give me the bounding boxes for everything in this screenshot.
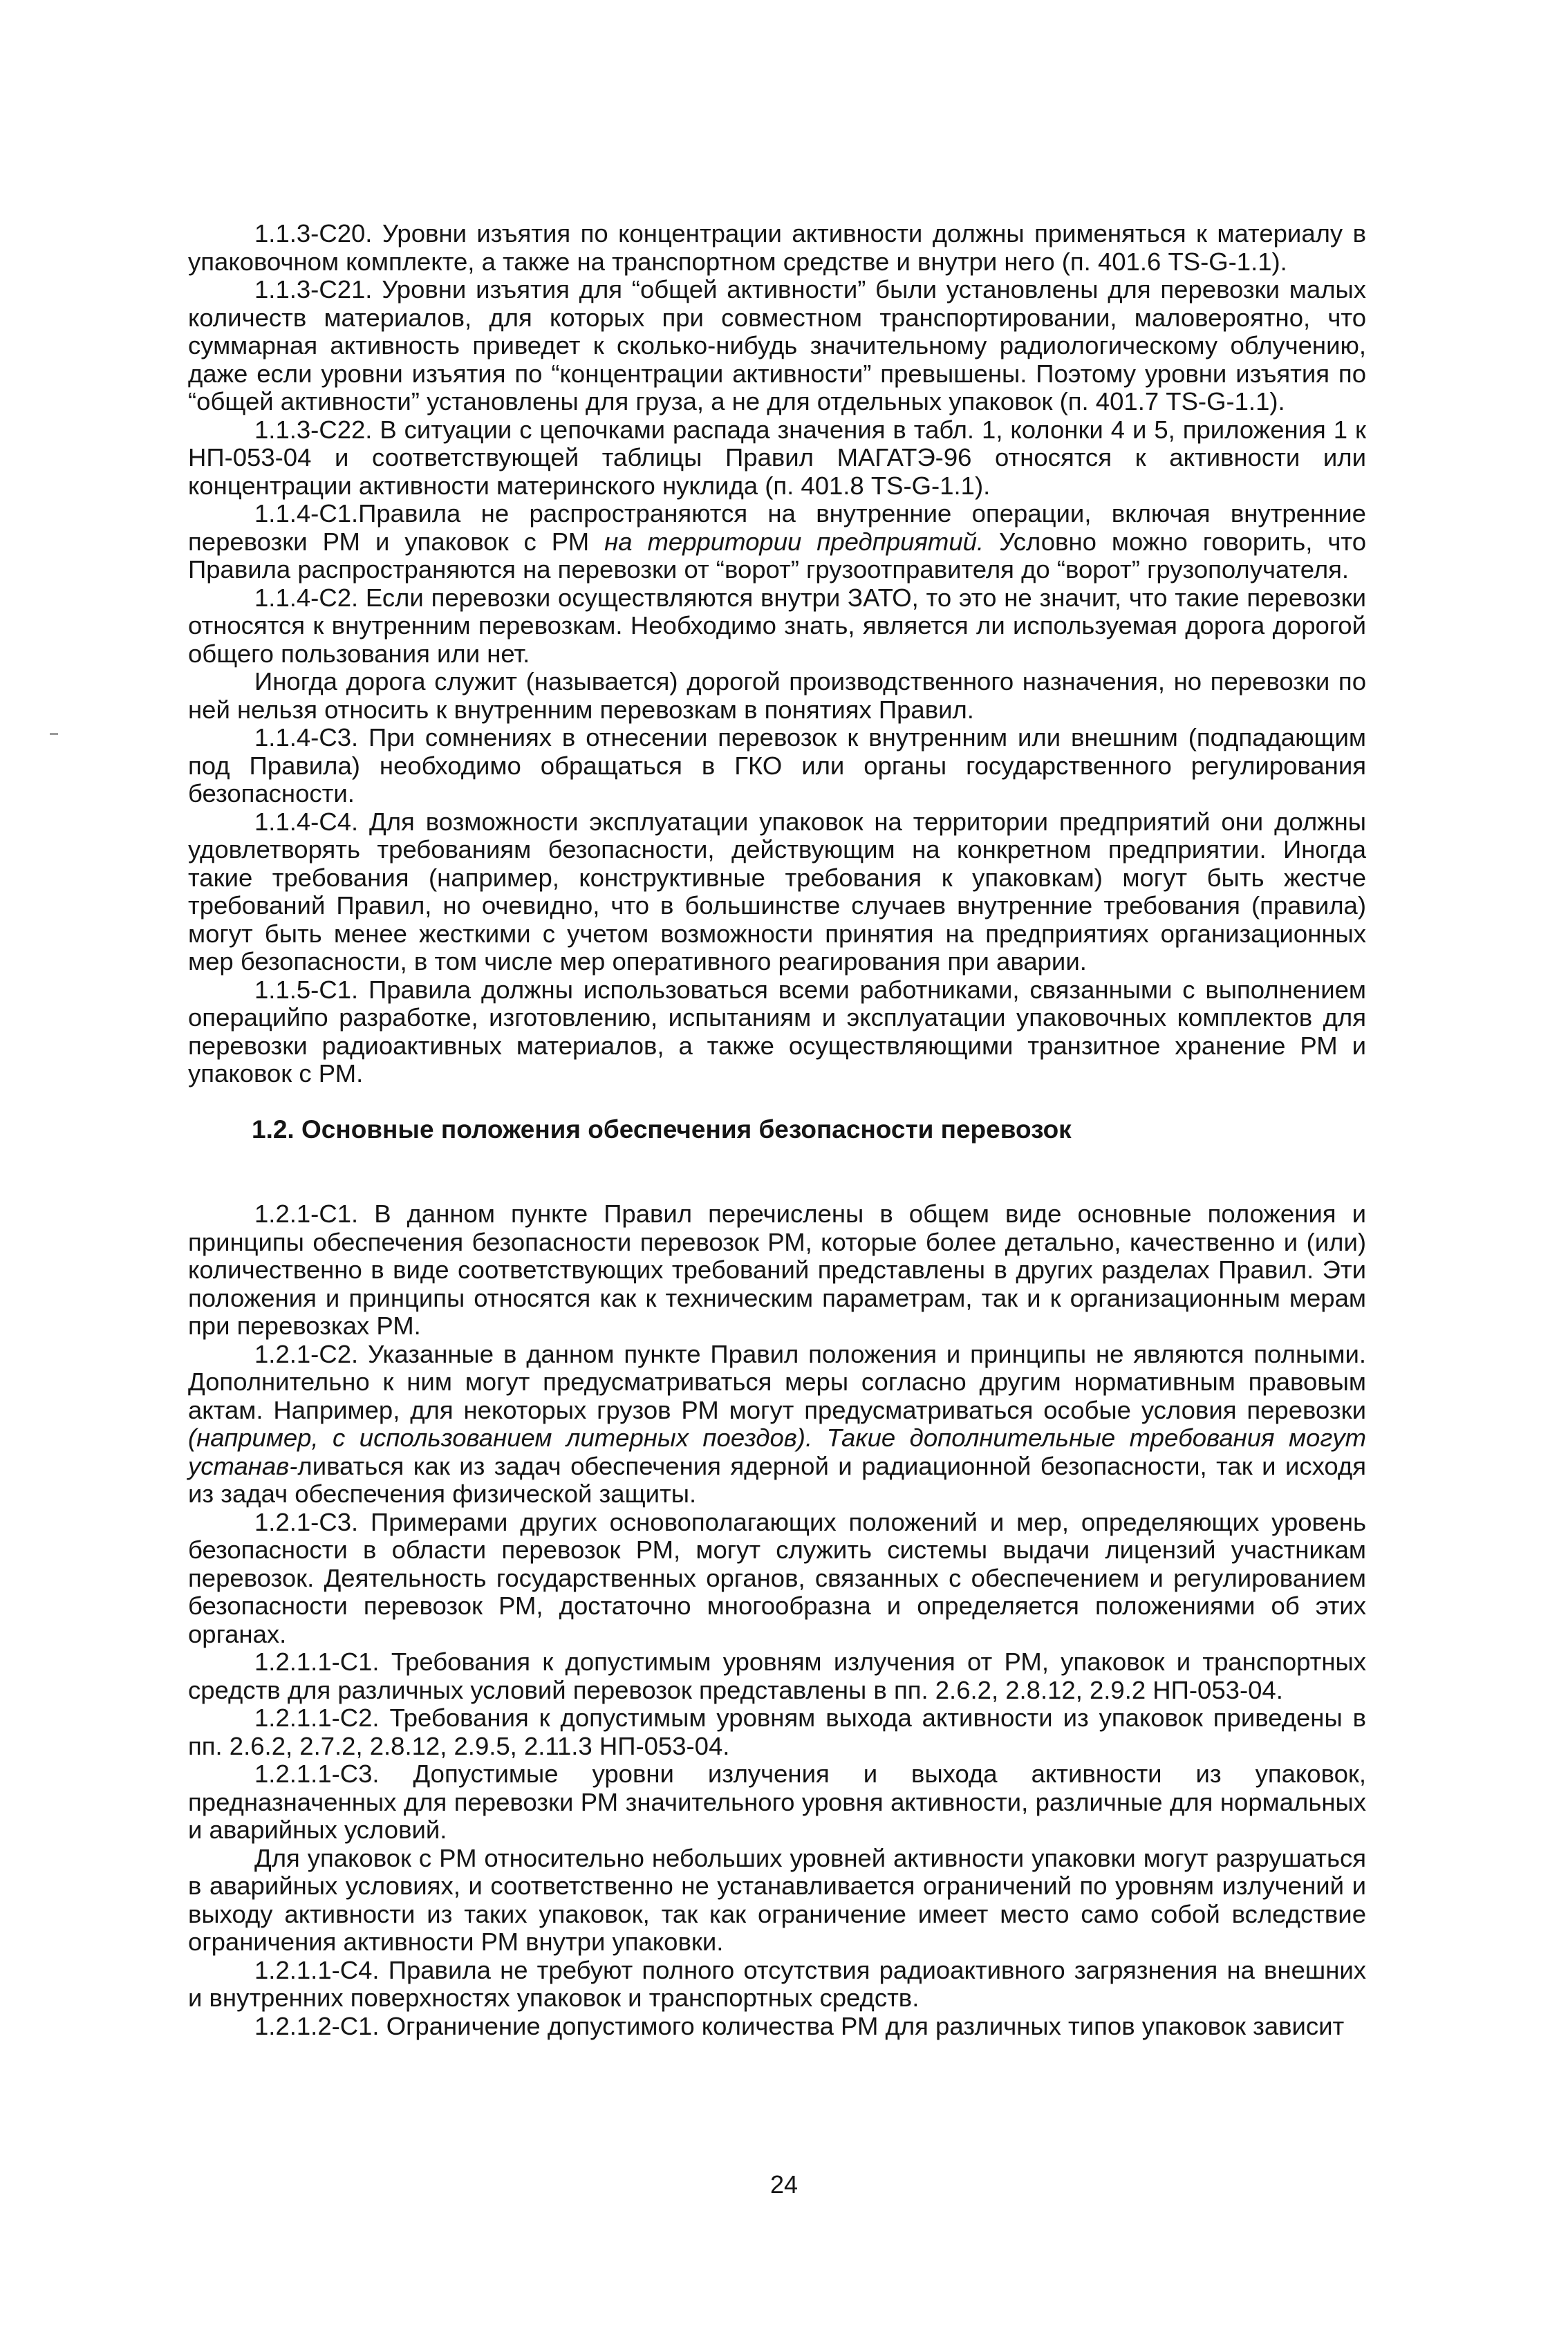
paragraph-1-1-4-c2: 1.1.4-С2. Если перевозки осуществляются внутри ЗАТО, то это не значит, что такие перевозки относятся к внутренним перевозкам. Необходимо знать, является ли используемая дорога дорогой общего пользования или нет. xyxy=(188,583,1366,668)
paragraph-1-1-3-c21: 1.1.3-С21. Уровни изъятия для “общей активности” были установлены для перевозки малых количеств материалов, для которых при совместном транспортировании, маловероятно, что суммарная активность приведет к сколько-нибудь значительному радиологическому облучению, даже если уровни изъятия по “концентрации активности” превышены. Поэтому уровни изъятия по “общей активности” установлены для груза, а не для отдельных упаковок (п. 401.7 TS-G-1.1). xyxy=(188,275,1366,416)
page-number: 24 xyxy=(769,2170,799,2199)
body-text xyxy=(188,220,1366,2040)
paragraph-1-2-1-c1: 1.2.1-С1. В данном пункте Правил перечислены в общем виде основные положения и принципы обеспечения безопасности перевозок РМ, которые более детально, качественно и (или) количественно в виде соответствующих требований представлены в других разделах Правил. Эти положения и принципы относятся как к техническим параметрам, так и к организационным мерам при перевозках РМ. xyxy=(188,1200,1366,1340)
paragraph-road-note: Иногда дорога служит (называется) дорогой производственного назначения, но перевозки по ней нельзя относить к внутренним перевозкам в понятиях Правил. xyxy=(188,667,1366,724)
paragraph-text: ливаться как из задач обеспечения ядерной и радиационной безопасности, так и исходя из задач обеспечения физической защиты. xyxy=(188,1451,1366,1508)
paragraph-1-1-3-c20: 1.1.3-С20. Уровни изъятия по концентрации активности должны применяться к материалу в упаковочном комплекте, а также на транспортном средстве и внутри него (п. 401.6 TS-G-1.1). xyxy=(188,219,1366,276)
paragraph-text: 1.1.4-С1.Правила не распространяются на внутренние операции, включая внутренние перевозки РМ и упаковок с РМ xyxy=(188,499,1366,556)
paragraph-1-1-3-c22: 1.1.3-С22. В ситуации с цепочками распада значения в табл. 1, колонки 4 и 5, приложения 1 к НП-053-04 и соответствующей таблицы Правил МАГАТЭ-96 относятся к активности или концентрации активности материнского нуклида (п. 401.8 TS-G-1.1). xyxy=(188,415,1366,500)
paragraph-1-1-4-c1 xyxy=(188,500,1366,584)
italic-phrase: (например, с использованием литерных поездов). Такие дополнительные требования могут устанав- xyxy=(188,1424,1366,1480)
paragraph-1-2-1-1-c1: 1.2.1.1-С1. Требования к допустимым уровням излучения от РМ, упаковок и транспортных средств для различных условий перевозок представлены в пп. 2.6.2, 2.8.12, 2.9.2 НП-053-04. xyxy=(188,1648,1366,1704)
paragraph-1-1-4-c4: 1.1.4-С4. Для возможности эксплуатации упаковок на территории предприятий они должны удовлетворять требованиям безопасности, действующим на конкретном предприятии. Иногда такие требования (например, конструктивные требования к упаковкам) могут быть жестче требований Правил, но очевидно, что в большинстве случаев внутренние требования (правила) могут быть менее жесткими с учетом возможности принятия на предприятиях организационных мер безопасности, в том числе мер оперативного реагирования при аварии. xyxy=(188,807,1366,976)
paragraph-small-activity-packages: Для упаковок с РМ относительно небольших уровней активности упаковки могут разрушаться в аварийных условиях, и соответственно не устанавливается ограничений по уровням излучений и выходу активности из таких упаковок, так как ограничение имеет место само собой вследствие ограничения активности РМ внутри упаковки. xyxy=(188,1843,1366,1956)
paragraph-text: Условно можно говорить, что Правила распространяются на перевозки от “ворот” грузоотправителя до “ворот” грузополучателя. xyxy=(188,527,1366,584)
section-heading: 1.2. Основные положения обеспечения безопасности перевозок xyxy=(252,1114,1072,1144)
paragraph-1-2-1-1-c3: 1.2.1.1-С3. Допустимые уровни излучения и выхода активности из упаковок, предназначенных для перевозки РМ значительного уровня активности, различные для нормальных и аварийных условий. xyxy=(188,1760,1366,1844)
paragraph-1-2-1-1-c2: 1.2.1.1-С2. Требования к допустимым уровням выхода активности из упаковок приведены в пп. 2.6.2, 2.7.2, 2.8.12, 2.9.5, 2.11.3 НП-053-04. xyxy=(188,1704,1366,1760)
paragraph-1-2-1-c3: 1.2.1-С3. Примерами других основополагающих положений и мер, определяющих уровень безопасности в области перевозок РМ, могут служить системы выдачи лицензий участникам перевозок. Деятельность государственных органов, связанных с обеспечением и регулированием безопасности перевозок РМ, достаточно многообразна и определяется положениями об этих органах. xyxy=(188,1507,1366,1648)
paragraph-1-1-5-c1: 1.1.5-С1. Правила должны использоваться всеми работниками, связанными с выполнением операцийпо разработке, изготовлению, испытаниям и эксплуатации упаковочных комплектов для перевозки радиоактивных материалов, а также осуществляющими транзитное хранение РМ и упаковок с РМ. xyxy=(188,975,1366,1088)
paragraph-1-2-1-1-c4: 1.2.1.1-С4. Правила не требуют полного отсутствия радиоактивного загрязнения на внешних и внутренних поверхностях упаковок и транспортных средств. xyxy=(188,1955,1366,2012)
scan-artifact-mark xyxy=(50,733,58,735)
italic-phrase: на территории предприятий. xyxy=(604,527,984,556)
paragraph-1-2-1-c2 xyxy=(188,1341,1366,1509)
paragraph-1-2-1-2-c1: 1.2.1.2-С1. Ограничение допустимого количества РМ для различных типов упаковок зависит xyxy=(254,2011,1345,2040)
paragraph-1-1-4-c3: 1.1.4-С3. При сомнениях в отнесении перевозок к внутренним или внешним (подпадающим под Правила) необходимо обращаться в ГКО или органы государственного регулирования безопасности. xyxy=(188,723,1366,808)
paragraph-text: 1.2.1-С2. Указанные в данном пункте Правил положения и принципы не являются полными. Дополнительно к ним могут предусматриваться меры согласно другим нормативным правовым актам. Например, для некоторых грузов РМ могут предусматриваться особые условия перевозки xyxy=(188,1339,1366,1424)
